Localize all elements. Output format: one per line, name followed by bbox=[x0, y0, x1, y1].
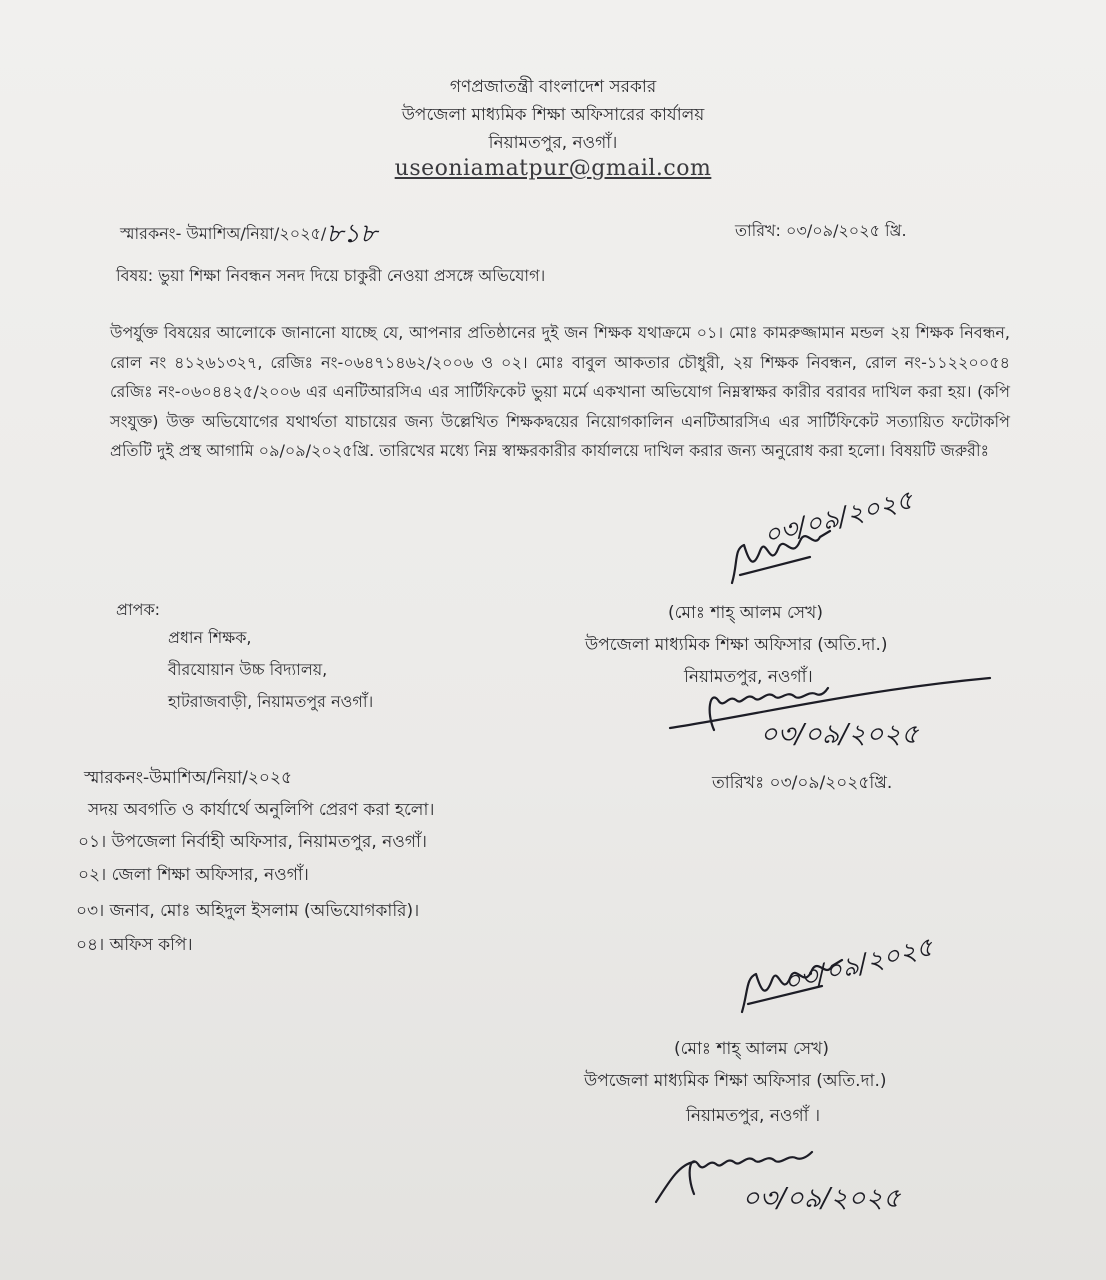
signatory-2-place: নিয়ামতপুর, নওগাঁ । bbox=[686, 1106, 821, 1126]
signatory-1-name: (মোঃ শাহ্ আলম সেখ) bbox=[668, 603, 823, 623]
initial-2-date: ০৩/০৯/২০২৫ bbox=[742, 1183, 901, 1214]
recipient-line-1: প্রধান শিক্ষক, bbox=[168, 628, 252, 647]
subject-line: বিষয়: ভুয়া শিক্ষা নিবন্ধন সনদ দিয়ে চাকুরী নেওয়া প্রসঙ্গে অভিযোগ। bbox=[116, 266, 546, 285]
signatory-2-name: (মোঃ শাহ্ আলম সেখ) bbox=[674, 1039, 829, 1059]
body-paragraph: উপর্যুক্ত বিষয়ের আলোকে জানানো যাচ্ছে যে, আপনার প্রতিষ্ঠানের দুই জন শিক্ষক যথাক্রমে ০১। মোঃ কামরুজ্জামান মন্ডল ২য় শিক্ষক নিবন্ধন, রোল নং ৪১২৬১৩২৭, রেজিঃ নং-০৬৪৭১৪৬২/২০০৬ ও ০২। মোঃ বাবুল আকতার চৌধুরী, ২য় শিক্ষক নিবন্ধন, রোল নং-১১২২০০৫৪ রেজিঃ নং-০৬০৪৪২৫/২০০৬ এর এনটিআরসিএ এর সার্টিফিকেট ভুয়া মর্মে একখানা অভিযোগ নিম্নস্বাক্ষর কারীর বরাবর দাখিল করা হয়। (কপি সংযুক্ত) উক্ত অভিযোগের যথার্থতা যাচায়ের জন্য উল্লেখিত শিক্ষকদ্বয়ের নিয়োগকালিন এনটিআরসিএ এর সার্টিফিকেট সত্যায়িত ফটোকপি প্রতিটি দুই প্রস্থ আগামি ০৯/০৯/২০২৫খ্রি. তারিখের মধ্যে নিম্ন স্বাক্ষরকারীর কার্যালয়ে দাখিল করার জন্য অনুরোধ করা হলো। বিষয়টি জরুরীঃ bbox=[110, 323, 1010, 460]
recipient-line-2: বীরযোয়ান উচ্চ বিদ্যালয়, bbox=[168, 660, 328, 679]
signatory-2-title: উপজেলা মাধ্যমিক শিক্ষা অফিসার (অতি.দা.) bbox=[584, 1071, 887, 1091]
signature-2-date: ০৩/০৯/২০২৫ bbox=[780, 932, 937, 999]
copy-item: ০১। উপজেলা নির্বাহী অফিসার, নিয়ামতপুর, নওগাঁ। bbox=[78, 832, 427, 852]
office-heading: উপজেলা মাধ্যমিক শিক্ষা অফিসারের কার্যালয় bbox=[401, 105, 705, 125]
signature-1-date: ০৩/০৯/২০২৫ bbox=[760, 485, 917, 552]
copy-intro: সদয় অবগতি ও কার্যার্থে অনুলিপি প্রেরণ করা হলো। bbox=[88, 800, 435, 820]
office-location: নিয়ামতপুর, নওগাঁ। bbox=[488, 133, 618, 153]
copy-memo-number: স্মারকনং-উমাশিঅ/নিয়া/২০২৫ bbox=[84, 768, 293, 788]
copy-date: তারিখঃ ০৩/০৯/২০২৫খ্রি. bbox=[712, 773, 893, 793]
memo-number bbox=[120, 210, 377, 254]
memo-handwritten-number: ৮১৮ bbox=[326, 219, 377, 249]
govt-heading: গণপ্রজাতন্ত্রী বাংলাদেশ সরকার bbox=[449, 77, 657, 97]
recipient-label: প্রাপক: bbox=[116, 600, 161, 619]
memo-prefix: স্মারকনং- উমাশিঅ/নিয়া/২০২৫/ bbox=[120, 224, 327, 243]
copy-item: ০২। জেলা শিক্ষা অফিসার, নওগাঁ। bbox=[78, 865, 309, 885]
signatory-1-place: নিয়ামতপুর, নওগাঁ। bbox=[684, 667, 813, 687]
signatory-1-title: উপজেলা মাধ্যমিক শিক্ষা অফিসার (অতি.দা.) bbox=[585, 635, 888, 655]
memo-date: তারিখ: ০৩/০৯/২০২৫ খ্রি. bbox=[735, 221, 907, 240]
office-email: useoniamatpur@gmail.com bbox=[394, 156, 712, 181]
copy-item: ০৩। জনাব, মোঃ অহিদুল ইসলাম (অভিযোগকারি)। bbox=[76, 901, 420, 921]
initial-1-date: ০৩/০৯/২০২৫ bbox=[760, 719, 919, 750]
copy-item: ০৪। অফিস কপি। bbox=[76, 935, 193, 955]
recipient-line-3: হাটরাজবাড়ী, নিয়ামতপুর নওগাঁ। bbox=[168, 692, 374, 711]
